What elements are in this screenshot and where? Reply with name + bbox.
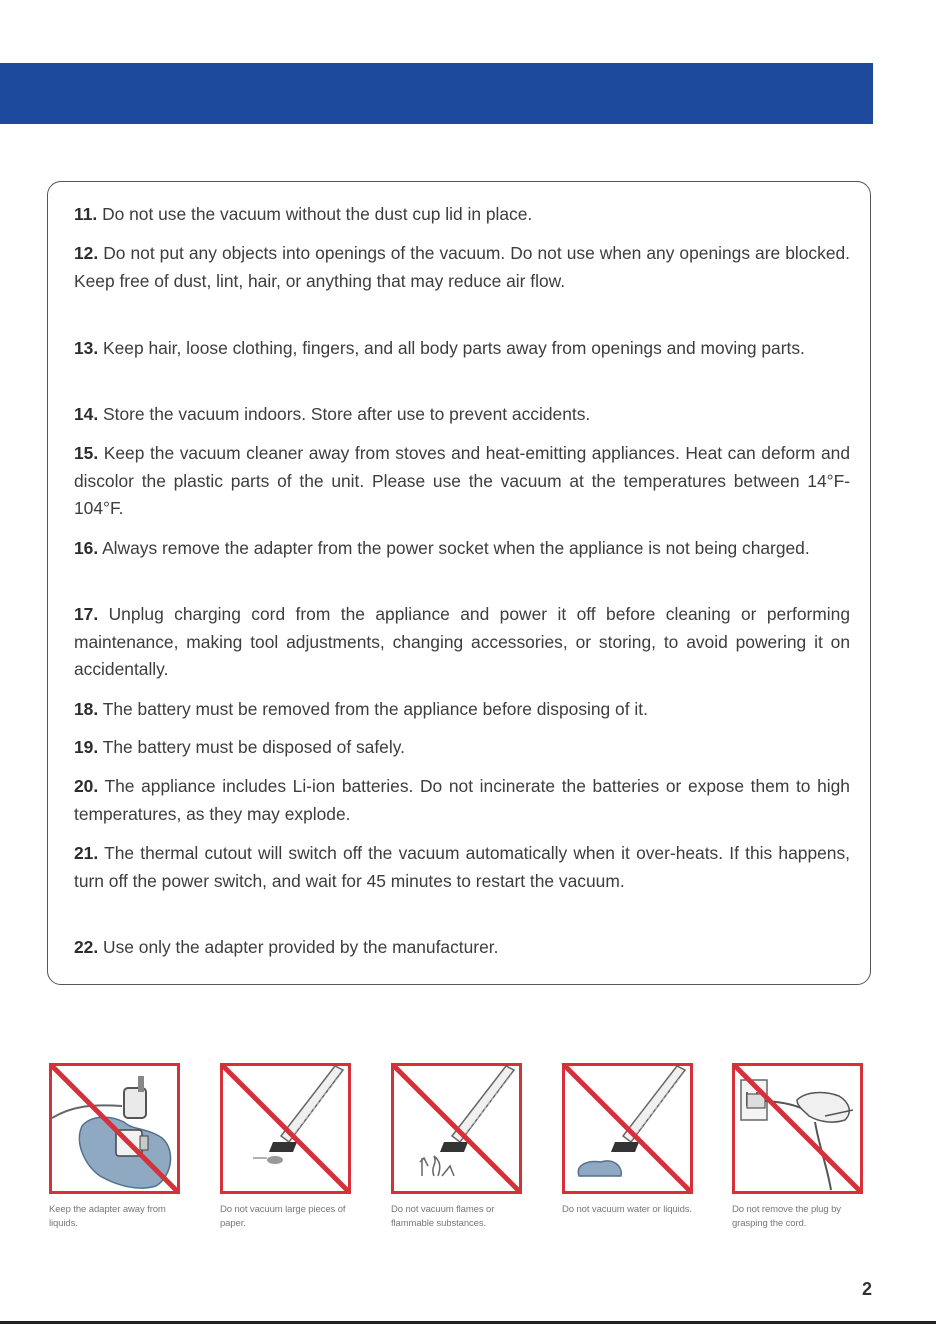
safety-item-21: 21. The thermal cutout will switch off the vacuum automatically when it over-heats. If this happens, turn off the power switch, and wait for 45 minutes to restart the vacuum. (74, 843, 850, 891)
icon-caption-large-paper: Do not vacuum large pieces of paper. (220, 1204, 346, 1229)
safety-item-22: 22. Use only the adapter provided by the manufacturer. (74, 937, 499, 957)
header-band (0, 63, 873, 124)
no-large-paper-icon (220, 1063, 351, 1194)
no-water-icon (562, 1063, 693, 1194)
page-number: 2 (862, 1279, 873, 1299)
safety-item-18: 18. The battery must be removed from the appliance before disposing of it. (74, 699, 648, 719)
safety-item-17: 17. Unplug charging cord from the appliance and power it off before cleaning or performing maintenance, making tool adjustments, changing accessories, or storing, to avoid powering it on accidentally. (74, 604, 850, 679)
safety-item-12: 12. Do not put any objects into openings of the vacuum. Do not use when any openings are blocked. Keep free of dust, lint, hair, or anything that may reduce air flow. (74, 243, 850, 291)
safety-item-16: 16. Always remove the adapter from the power socket when the appliance is not being charged. (74, 538, 810, 558)
icon-caption-water: Do not vacuum water or liquids. (562, 1204, 692, 1215)
no-flammable-icon (391, 1063, 522, 1194)
icon-caption-adapter-liquids: Keep the adapter away from liquids. (49, 1204, 166, 1229)
safety-item-11: 11. Do not use the vacuum without the dust cup lid in place. (74, 204, 533, 224)
no-cord-pull-icon (732, 1063, 863, 1194)
safety-item-13: 13. Keep hair, loose clothing, fingers, and all body parts away from openings and moving parts. (74, 338, 805, 358)
icon-caption-cord: Do not remove the plug by grasping the cord. (732, 1204, 841, 1229)
no-wet-adapter-icon (49, 1063, 180, 1194)
safety-item-19: 19. The battery must be disposed of safely. (74, 737, 405, 757)
safety-item-15: 15. Keep the vacuum cleaner away from stoves and heat-emitting appliances. Heat can deform and discolor the plastic parts of the unit. Please use the vacuum at the temperatures between 14°F-104°F. (74, 443, 850, 518)
icon-caption-flammable: Do not vacuum flames or flammable substances. (391, 1204, 495, 1229)
safety-item-20: 20. The appliance includes Li-ion batteries. Do not incinerate the batteries or expose them to high temperatures, as they may explode. (74, 776, 850, 824)
safety-item-14: 14. Store the vacuum indoors. Store after use to prevent accidents. (74, 404, 591, 424)
